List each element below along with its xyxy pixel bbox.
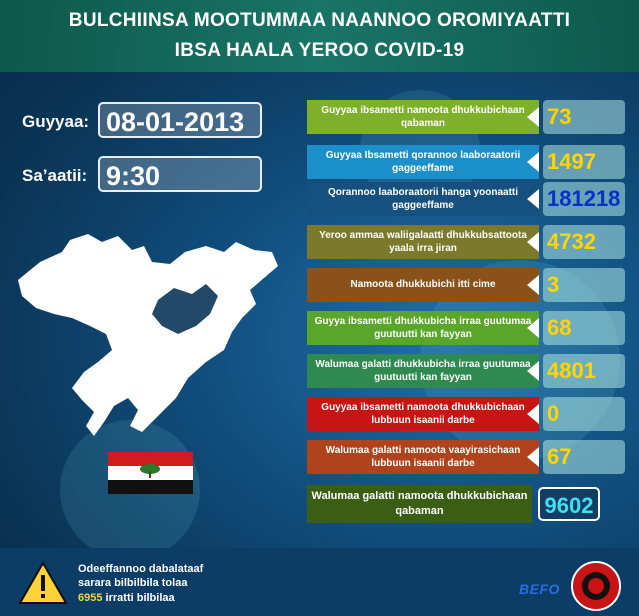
hotline-number: 6955 — [78, 591, 103, 604]
pointer-arrow-icon — [527, 361, 539, 381]
stat-label: Guyya ibsametti dhukkubicha irraa guutumaa guutuutti kan fayyan — [307, 311, 539, 345]
stat-label: Walumaa galatti dhukkubicha irraa guutumaa guutuutti kan fayyan — [307, 354, 539, 388]
stat-value: 4801 — [543, 354, 625, 388]
stat-value: 0 — [543, 397, 625, 431]
total-cases-row — [307, 485, 625, 523]
time-label: Sa’aatii: — [22, 166, 88, 185]
stat-row — [307, 397, 625, 431]
warning-icon — [18, 561, 68, 605]
oromia-map-image — [10, 222, 290, 442]
time-value: 9:30 — [98, 156, 262, 192]
pointer-arrow-icon — [527, 275, 539, 295]
stat-value: 67 — [543, 440, 625, 474]
total-cases-value: 9602 — [538, 487, 600, 521]
pointer-arrow-icon — [527, 318, 539, 338]
stat-label: Namoota dhukkubichi itti cime — [307, 268, 539, 302]
stat-row — [307, 145, 625, 179]
stat-value: 1497 — [543, 145, 625, 179]
stat-value: 181218 — [543, 182, 625, 216]
total-cases-label: Walumaa galatti namoota dhukkubichaan qabaman — [307, 485, 532, 523]
stat-label: Guyyaa Ibsametti qorannoo laaboraatorii gaggeeffame — [307, 145, 539, 179]
stat-value: 4732 — [543, 225, 625, 259]
page-title: BULCHIINSA MOOTUMMAA NAANNOO OROMIYAATTI — [68, 10, 571, 31]
stat-value: 3 — [543, 268, 625, 302]
date-value: 08-01-2013 — [98, 102, 262, 138]
pointer-arrow-icon — [527, 232, 539, 252]
stat-row — [307, 225, 625, 259]
hotline-line2: sarara bilbilbila tolaa — [78, 577, 188, 590]
stat-label: Guyyaa ibsametti namoota dhukkubichaan qabaman — [307, 100, 539, 134]
stat-row — [307, 182, 625, 216]
page-subtitle: IBSA HAALA YEROO COVID-19 — [174, 40, 465, 61]
pointer-arrow-icon — [527, 189, 539, 209]
brand-name: BEFO — [519, 581, 560, 597]
hotline-info — [78, 562, 203, 605]
hotline-suffix: irratti bilbilaa — [105, 591, 175, 604]
date-label: Guyyaa: — [22, 112, 90, 131]
stat-label: Qorannoo laaboraatorii hanga yoonaatti gaggeeffame — [307, 182, 539, 216]
befo-logo-icon — [570, 560, 622, 612]
stat-label: Walumaa galatti namoota vaayirasichaan lubbuun isaanii darbe — [307, 440, 539, 474]
stat-row — [307, 268, 625, 302]
oromia-flag-image — [108, 452, 193, 494]
stat-row — [307, 311, 625, 345]
stat-row — [307, 440, 625, 474]
stat-value: 68 — [543, 311, 625, 345]
stat-label: Guyyaa ibsametti namoota dhukkubichaan lubbuun isaanii darbe — [307, 397, 539, 431]
hotline-line1: Odeeffannoo dabalataaf — [78, 563, 204, 575]
pointer-arrow-icon — [527, 447, 539, 467]
stat-row — [307, 354, 625, 388]
pointer-arrow-icon — [527, 152, 539, 172]
stat-row — [307, 100, 625, 134]
stat-value: 73 — [543, 100, 625, 134]
pointer-arrow-icon — [527, 404, 539, 424]
stat-label: Yeroo ammaa waliigalaatti dhukkubsattoota yaala irra jiran — [307, 225, 539, 259]
pointer-arrow-icon — [527, 107, 539, 127]
